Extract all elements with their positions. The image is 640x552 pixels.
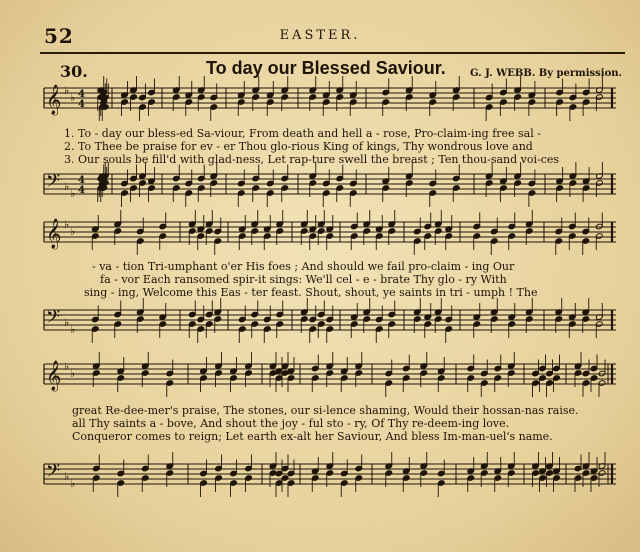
time-signature: 4 xyxy=(78,185,85,196)
flat-icon: ♭ xyxy=(70,187,76,200)
time-signature: 4 xyxy=(78,89,85,100)
lyric-s3-verse1: great Re-dee-mer's praise, The stones, our si-lence shaming, Would their hossan-nas raise. xyxy=(72,404,579,417)
time-signature: 4 xyxy=(78,99,85,110)
flat-icon: ♭ xyxy=(70,477,76,490)
hymn-number: 30. xyxy=(60,62,88,81)
flat-icon: ♭ xyxy=(64,218,70,231)
flat-icon: ♭ xyxy=(64,180,70,193)
flat-icon: ♭ xyxy=(70,225,76,238)
page-number: 52 xyxy=(44,24,74,48)
lyric-s2-verse2: fa - vor Each ransomed spir-it sings: We'll cel - e - brate Thy glo - ry With xyxy=(100,273,507,286)
hymn-title: To day our Blessed Saviour. xyxy=(206,58,446,78)
lyric-s1-verse2: 2. To Thee be praise for ev - er Thou glo-rious King of kings, Thy wondrous love and xyxy=(64,140,533,153)
lyric-s3-verse3: Conqueror comes to reign; Let earth ex-alt her Saviour, And bless Im-man-uel's name. xyxy=(72,430,553,443)
flat-icon: ♭ xyxy=(64,360,70,373)
section-title: EASTER. xyxy=(279,28,361,43)
flat-icon: ♭ xyxy=(64,84,70,97)
bass-clef-icon: 𝄢 xyxy=(46,461,61,486)
flat-icon: ♭ xyxy=(70,367,76,380)
time-signature: 4 xyxy=(78,175,85,186)
composer-credit: G. J. WEBB. By permission. xyxy=(470,68,623,79)
flat-icon: ♭ xyxy=(70,91,76,104)
lyric-s1-verse1: 1. To - day our bless-ed Sa-viour, From death and hell a - rose, Pro-claim-ing free sal - xyxy=(64,127,541,140)
flat-icon: ♭ xyxy=(64,470,70,483)
lyric-s2-verse3: sing - ing, Welcome this Eas - ter feast. Shout, shout, ye saints in tri - umph ! The xyxy=(84,286,538,299)
treble-clef-icon: 𝄞 xyxy=(46,219,62,249)
treble-clef-icon: 𝄞 xyxy=(46,361,62,391)
lyric-s1-verse3: 3. Our souls be fill'd with glad-ness, Let rap-ture swell the breast ; Ten thou-sand voi-ces xyxy=(64,153,560,166)
lyric-s3-verse2: all Thy saints a - bove, And shout the joy - ful sto - ry, Of Thy re-deem-ing love. xyxy=(72,417,510,430)
lyric-s2-verse1: - va - tion Tri-umphant o'er His foes ; And should we fail pro-claim - ing Our xyxy=(92,260,515,273)
treble-clef-icon: 𝄞 xyxy=(46,85,62,115)
bass-clef-icon: 𝄢 xyxy=(46,171,61,196)
bass-clef-icon: 𝄢 xyxy=(46,307,61,332)
flat-icon: ♭ xyxy=(70,323,76,336)
flat-icon: ♭ xyxy=(64,316,70,329)
